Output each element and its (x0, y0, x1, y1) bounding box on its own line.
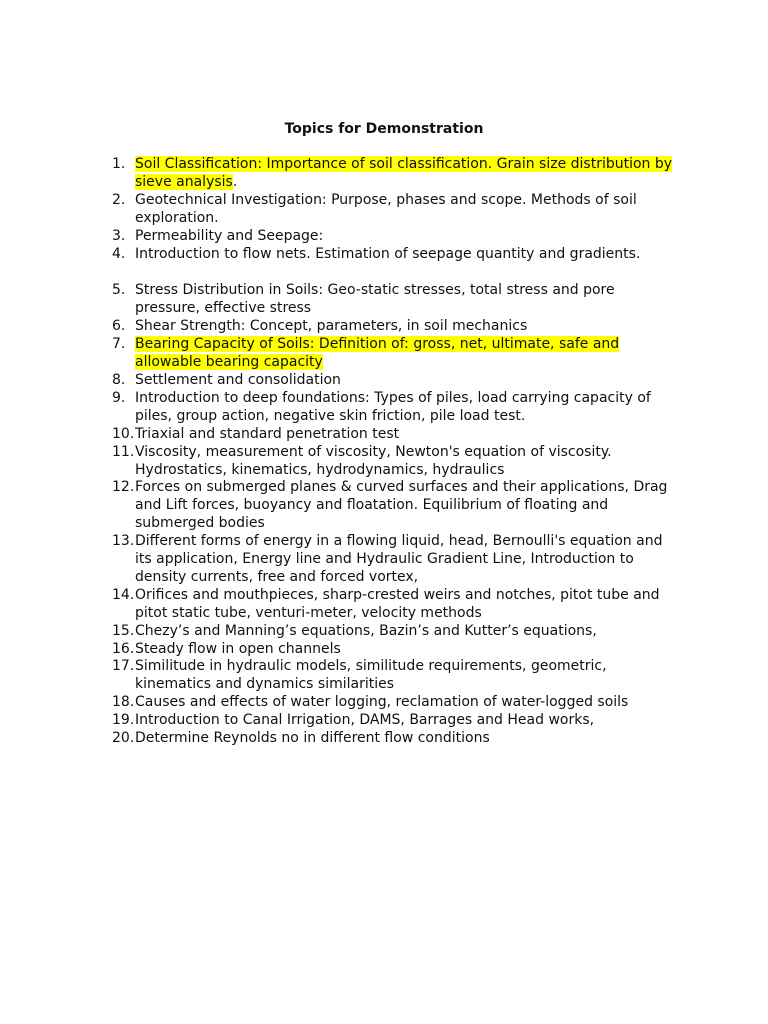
topic-item (112, 623, 682, 641)
topic-plain-text: Introduction to Canal Irrigation, DAMS, Barrages and Head works, (135, 712, 595, 729)
topic-number: 8. (112, 371, 126, 388)
topic-number: 5. (112, 282, 126, 299)
topic-item (112, 426, 682, 444)
topic-item (112, 694, 682, 712)
topic-plain-text: Stress Distribution in Soils: Geo-static stresses, total stress and pore pressure, effective stress (135, 282, 615, 317)
topic-number: 18. (112, 694, 135, 711)
topic-item (112, 192, 682, 228)
topic-item (112, 444, 682, 480)
topic-plain-text: Settlement and consolidation (135, 371, 341, 388)
topic-number: 17. (112, 658, 135, 675)
topic-item (112, 641, 682, 659)
topic-text (135, 228, 682, 246)
topic-text (135, 156, 682, 192)
topic-text (135, 694, 682, 712)
topic-plain-text: Determine Reynolds no in different flow conditions (135, 730, 490, 747)
topic-item (112, 372, 682, 390)
topic-number: 16. (112, 640, 135, 657)
topic-text (135, 712, 682, 730)
topic-item (112, 712, 682, 730)
topic-number: 2. (112, 191, 126, 208)
topic-number: 20. (112, 730, 135, 747)
topic-text (135, 641, 682, 659)
topic-text (135, 533, 682, 587)
document-title: Topics for Demonstration (284, 121, 484, 137)
topic-text (135, 390, 682, 426)
topic-text (135, 246, 682, 264)
topic-number: 7. (112, 336, 126, 353)
topic-plain-text: Introduction to deep foundations: Types of piles, load carrying capacity of piles, group action, negative skin friction, pile load test. (135, 389, 651, 424)
topic-item (112, 587, 682, 623)
topic-text (135, 658, 682, 694)
highlighted-text: Bearing Capacity of Soils: Definition of: gross, net, ultimate, safe and allowable bearing capacity (135, 336, 620, 371)
topic-list (112, 156, 682, 748)
topic-plain-text: Geotechnical Investigation: Purpose, phases and scope. Methods of soil exploration. (135, 191, 637, 226)
topic-plain-text: Shear Strength: Concept, parameters, in soil mechanics (135, 318, 528, 335)
topic-plain-text: . (232, 173, 238, 190)
topic-number: 13. (112, 533, 135, 550)
topic-plain-text: Chezy’s and Manning’s equations, Bazin’s and Kutter’s equations, (135, 622, 597, 639)
topic-number: 19. (112, 712, 135, 729)
topic-number: 11. (112, 443, 135, 460)
topic-item (112, 479, 682, 533)
topic-plain-text: Introduction to flow nets. Estimation of seepage quantity and gradients. (135, 245, 641, 262)
topic-plain-text: Steady flow in open channels (135, 640, 341, 657)
topic-plain-text: Viscosity, measurement of viscosity, Newton's equation of viscosity. Hydrostatics, kinematics, hydrodynamics, hydraulics (135, 443, 612, 478)
topic-plain-text: Different forms of energy in a flowing liquid, head, Bernoulli's equation and its application, Energy line and Hydraulic Gradient Line, Introduction to density currents, free and forced vortex, (135, 533, 663, 585)
topic-plain-text: Orifices and mouthpieces, sharp-crested weirs and notches, pitot tube and pitot static tube, venturi-meter, velocity methods (135, 586, 660, 621)
topic-number: 14. (112, 586, 135, 603)
topic-item (112, 658, 682, 694)
highlighted-text: Soil Classification: Importance of soil classification. Grain size distribution by sieve analysis (135, 156, 673, 190)
topic-text (135, 444, 682, 480)
topic-plain-text: Similitude in hydraulic models, similitude requirements, geometric, kinematics and dynamics similarities (135, 658, 607, 693)
topic-text (135, 730, 682, 748)
topic-text (135, 282, 682, 318)
topic-number: 9. (112, 389, 126, 406)
topic-number: 4. (112, 245, 126, 262)
topic-item (112, 228, 682, 246)
topic-item (112, 156, 682, 192)
topic-text (135, 192, 682, 228)
topic-number: 3. (112, 227, 126, 244)
topic-item (112, 246, 682, 264)
topic-text (135, 426, 682, 444)
topic-item (112, 318, 682, 336)
topic-item (112, 730, 682, 748)
topic-number: 6. (112, 318, 126, 335)
topic-plain-text: Causes and effects of water logging, reclamation of water-logged soils (135, 694, 629, 711)
topic-plain-text: Permeability and Seepage: (135, 227, 324, 244)
topic-number: 10. (112, 425, 135, 442)
topic-item (112, 336, 682, 372)
topic-number: 15. (112, 622, 135, 639)
topic-item (112, 282, 682, 318)
topic-item (112, 533, 682, 587)
topic-number: 1. (112, 156, 126, 172)
topic-plain-text: Triaxial and standard penetration test (135, 425, 400, 442)
topic-plain-text: Forces on submerged planes & curved surfaces and their applications, Drag and Lift forces, buoyancy and floatation. Equilibrium of floating and submerged bodies (135, 479, 668, 532)
topic-number: 12. (112, 479, 135, 496)
topic-item (112, 390, 682, 426)
topic-text (135, 587, 682, 623)
topic-text (135, 372, 682, 390)
topic-text (135, 479, 682, 533)
topic-text (135, 336, 682, 372)
topic-text (135, 623, 682, 641)
topic-text (135, 318, 682, 336)
